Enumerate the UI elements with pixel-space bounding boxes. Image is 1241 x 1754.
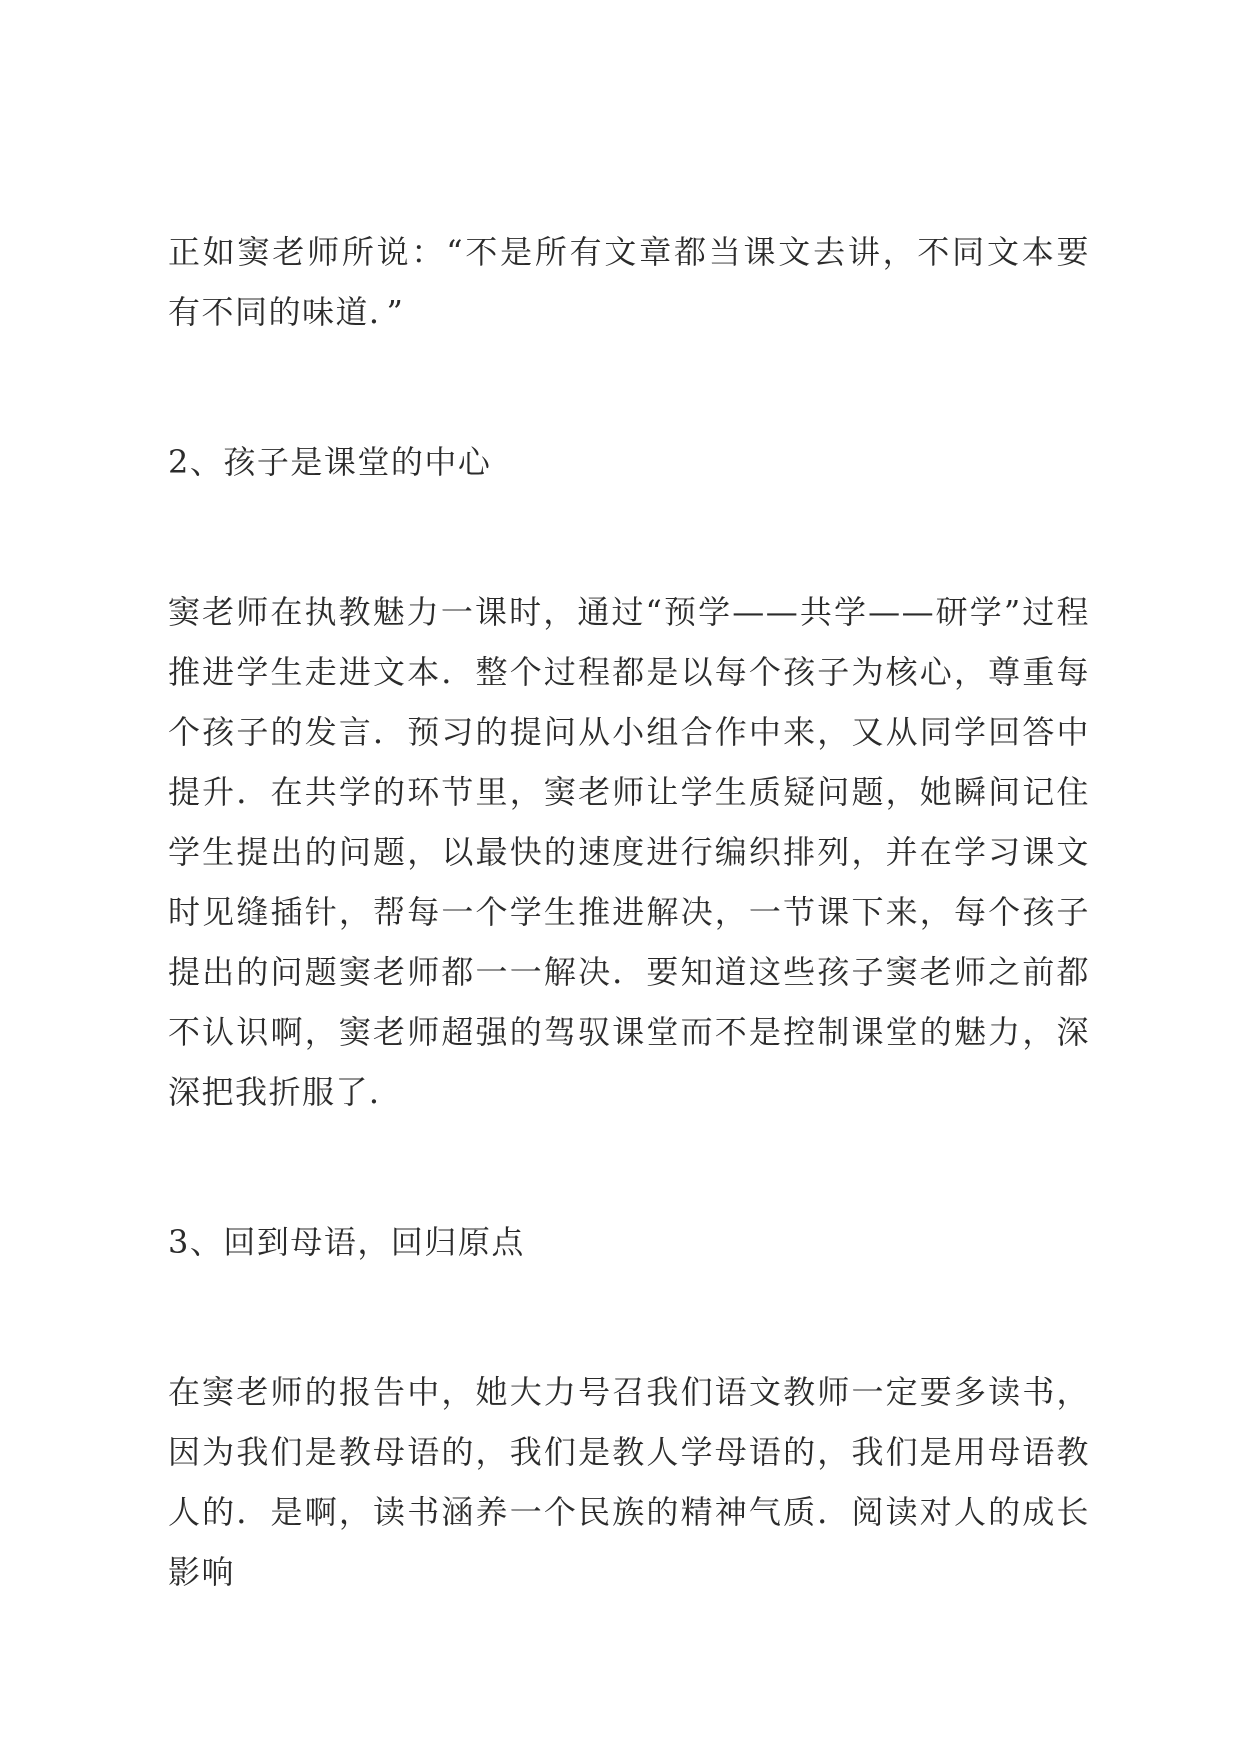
paragraph-classroom-center: 窦老师在执教魅力一课时，通过“预学——共学——研学”过程推进学生走进文本．整个过程都是以每个孩子为核心，尊重每个孩子的发言．预习的提问从小组合作中来，又从同学回答中提升．在共学的环节里，窦老师让学生质疑问题，她瞬间记住学生提出的问题，以最快的速度进行编织排列，并在学习课文时见缝插针，帮每一个学生推进解决，一节课下来，每个孩子提出的问题窦老师都一一解决．要知道这些孩子窦老师之前都不认识啊，窦老师超强的驾驭课堂而不是控制课堂的魅力，深深把我折服了． (168, 593, 1090, 1111)
paragraph-spacer (168, 1272, 1090, 1362)
paragraph-quote: 正如窦老师所说：“不是所有文章都当课文去讲，不同文本要有不同的味道．” (168, 233, 1090, 331)
section-heading-2: 2、孩子是课堂的中心 (168, 443, 492, 481)
paragraph-spacer (168, 342, 1090, 432)
section-heading-3: 3、回到母语，回归原点 (168, 1223, 525, 1261)
paragraph-spacer (168, 492, 1090, 582)
document-body (168, 222, 1090, 1602)
paragraph-spacer (168, 1122, 1090, 1212)
paragraph-mother-tongue: 在窦老师的报告中，她大力号召我们语文教师一定要多读书，因为我们是教母语的，我们是教人学母语的，我们是用母语教人的．是啊，读书涵养一个民族的精神气质．阅读对人的成长影响 (168, 1373, 1090, 1591)
